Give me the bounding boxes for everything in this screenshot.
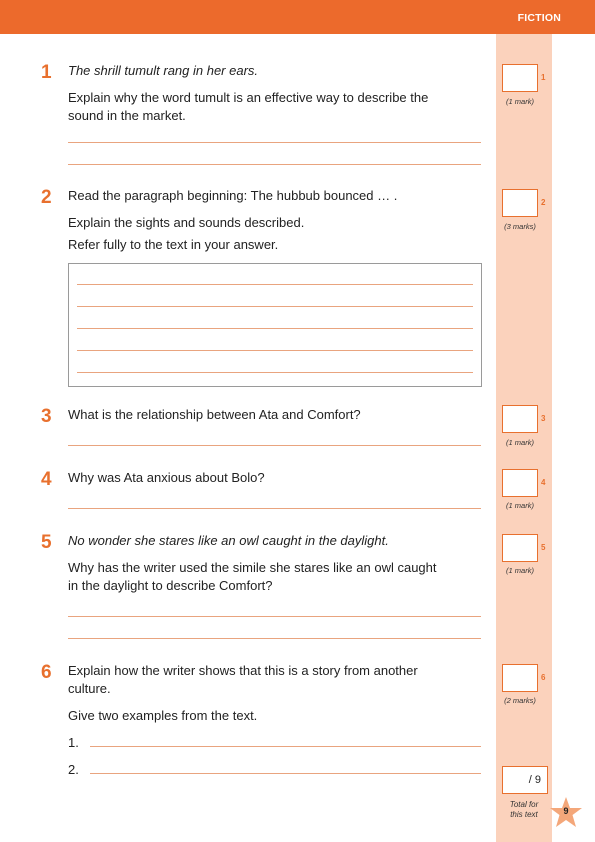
question-5-prompt <box>68 559 480 595</box>
answer-line[interactable] <box>77 328 473 329</box>
answer-item-number: 2. <box>68 762 79 777</box>
quote-text: The shrill tumult rang in her ears. <box>68 63 259 78</box>
mark-box-number: 4 <box>541 478 546 487</box>
question-2-instructions <box>68 214 304 254</box>
total-label-line: this text <box>510 810 538 819</box>
question-number: 5 <box>41 532 52 553</box>
mark-box[interactable] <box>502 664 538 692</box>
page-number: 9 <box>563 806 569 816</box>
question-1-quote <box>68 62 258 80</box>
mark-box-number: 3 <box>541 414 546 423</box>
answer-line[interactable] <box>90 773 481 774</box>
section-label: FICTION <box>517 12 561 24</box>
question-6-prompt <box>68 662 480 698</box>
question-4-prompt: Why was Ata anxious about Bolo? <box>68 470 265 485</box>
mark-box[interactable] <box>502 405 538 433</box>
question-number: 3 <box>41 406 52 427</box>
question-number: 6 <box>41 662 52 683</box>
total-out-of: / 9 <box>528 774 541 786</box>
mark-box[interactable] <box>502 469 538 497</box>
question-1-prompt <box>68 89 478 125</box>
answer-line[interactable] <box>77 350 473 351</box>
mark-box-number: 1 <box>541 73 546 82</box>
total-label <box>498 800 550 820</box>
total-label-line: Total for <box>509 800 539 809</box>
mark-label: (3 marks) <box>504 222 536 231</box>
prompt-line: Why has the writer used the simile she stares like an owl caught <box>68 560 437 575</box>
question-2-prompt <box>68 187 397 205</box>
prompt-line: culture. <box>68 681 111 696</box>
mark-label: (1 mark) <box>506 97 534 106</box>
question-number: 4 <box>41 469 52 490</box>
prompt-line: sound in the market. <box>68 108 186 123</box>
mark-box[interactable] <box>502 189 538 217</box>
mark-label: (1 mark) <box>506 438 534 447</box>
total-box[interactable] <box>502 766 548 794</box>
answer-line[interactable] <box>77 284 473 285</box>
mark-box[interactable] <box>502 534 538 562</box>
mark-box-number: 5 <box>541 543 546 552</box>
prompt-line: in the daylight to describe Comfort? <box>68 578 273 593</box>
prompt-line: Explain the sights and sounds described. <box>68 215 305 230</box>
quote-text: No wonder she stares like an owl caught in the daylight. <box>68 533 389 548</box>
answer-line[interactable] <box>68 164 481 165</box>
mark-label: (1 mark) <box>506 566 534 575</box>
prompt-line: Explain why the word tumult is an effective way to describe the <box>68 90 429 105</box>
answer-line[interactable] <box>68 638 481 639</box>
answer-line[interactable] <box>77 372 473 373</box>
mark-box-number: 2 <box>541 198 546 207</box>
answer-item-number: 1. <box>68 735 79 750</box>
mark-box[interactable] <box>502 64 538 92</box>
question-5-quote <box>68 532 389 550</box>
prompt-line: Explain how the writer shows that this is a story from another <box>68 663 418 678</box>
question-3-prompt: What is the relationship between Ata and Comfort? <box>68 407 361 422</box>
mark-label: (2 marks) <box>504 696 536 705</box>
question-number: 2 <box>41 187 52 208</box>
answer-line[interactable] <box>68 142 481 143</box>
answer-line[interactable] <box>68 616 481 617</box>
question-number: 1 <box>41 62 52 83</box>
mark-label: (1 mark) <box>506 501 534 510</box>
mark-box-number: 6 <box>541 673 546 682</box>
answer-line[interactable] <box>90 746 481 747</box>
answer-box[interactable] <box>68 263 482 387</box>
prompt-line: Read the paragraph beginning: The hubbub bounced … . <box>68 188 398 203</box>
answer-line[interactable] <box>68 508 481 509</box>
answer-line[interactable] <box>77 306 473 307</box>
prompt-line: Refer fully to the text in your answer. <box>68 237 279 252</box>
answer-line[interactable] <box>68 445 481 446</box>
question-6-instruction: Give two examples from the text. <box>68 708 258 723</box>
header-bar <box>0 0 595 34</box>
